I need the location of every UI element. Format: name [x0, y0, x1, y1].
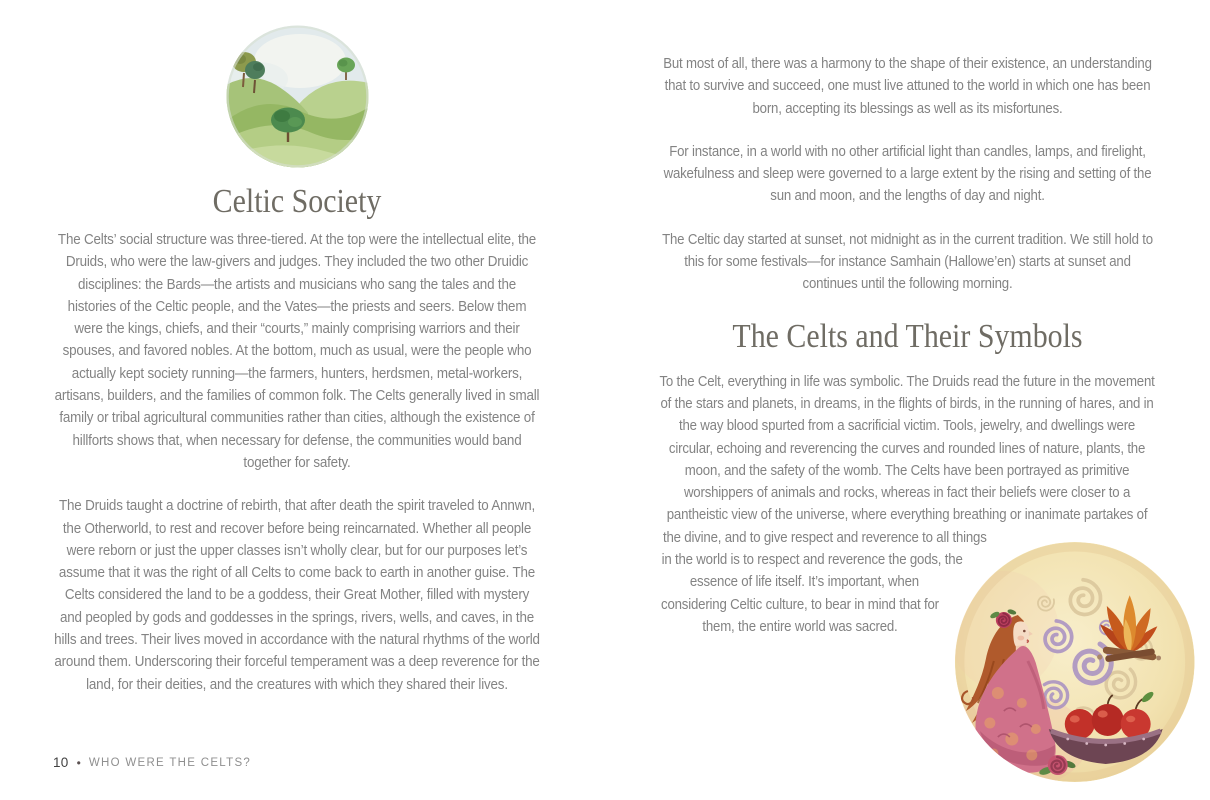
- right-paragraph-3: The Celtic day started at sunset, not midnight as in the current tradition. We still hold to this for some festivals—for instance Samhain (Hallowe’en) starts at sunset and continues until the following morning.: [662, 231, 1153, 293]
- goddess-fire-apples-illustration: [954, 541, 1196, 783]
- goddess-illustration-svg: [954, 541, 1196, 783]
- left-paragraph-2: The Druids taught a doctrine of rebirth, that after death the spirit traveled to Annwn, the Otherworld, to rest and recover before being reincarnated. Whether all people were reborn or just the upper classes isn’t wholly clear, but for our purposes let’s assume that it was the right of all Celts to come back to earth in another guise. The Celts considered the land to be a goddess, their Great Mother, filled with mystery and peopled by gods and goddesses in the springs, rivers, wells, and caves, in the hills and trees. Their lives moved in accordance with the natural rhythms of the world around them. Underscoring their forceful temperament was a deep reverence for the land, for their deities, and the creatures with which they shared their lives.: [54, 498, 540, 693]
- section-title-celtic-society: Celtic Society: [212, 183, 382, 220]
- right-paragraph-wrapped: To the Celt, everything in life was symbolic. The Druids read the future in the movement of the stars and planets, in dreams, in the flights of birds, in the running of hares, and in the way blood spurted from a sacrificial victim. Tools, jewelry, and dwellings were circular, echoing and reverencing the curves and rounded lines of nature, plants, the moon, and the safety of the womb. The Celts have been portrayed as primitive worshippers of animals and rocks, whereas in fact their beliefs were closer to a pantheistic view of the universe, where everything breathing or inanimate partakes of the divine, and to give respect and reverence to all things in the world is to respect and reverence the gods, the essence of life itself. It’s important, when considering Celtic culture, to bear in mind that for them, the entire world was sacred.: [659, 373, 1155, 635]
- running-chapter-title: WHO WERE THE CELTS?: [88, 756, 252, 769]
- page-footer: [53, 755, 251, 770]
- section-title-celts-symbols: The Celts and Their Symbols: [732, 317, 1083, 355]
- float-spacer: [1157, 371, 1158, 541]
- page-number: 10: [53, 755, 69, 770]
- left-page: [31, 0, 563, 800]
- right-page: [635, 0, 1180, 800]
- symbols-paragraph-container: [657, 371, 1158, 639]
- hills-landscape-svg: [226, 25, 369, 168]
- footer-bullet-icon: •: [76, 755, 81, 770]
- left-paragraph-1: The Celts’ social structure was three-tiered. At the top were the intellectual elite, the Druids, who were the law-givers and judges. They included the two other Druidic disciplines: the Bards—the artists and musicians who sang the tales and the histories of the Celtic people, and the Vates—the priests and seers. Below them were the kings, chiefs, and their “courts,” mainly comprising warriors and their spouses, and favored nobles. At the bottom, much as usual, were the people who actually kept society running—the farmers, hunters, herdsmen, metal-workers, artisans, builders, and the families of common folk. The Celts generally lived in small family or tribal agricultural communities rather than cities, although the existence of hillforts shows that, when necessary for defense, the communities would band together for safety.: [54, 232, 540, 471]
- right-paragraph-2: For instance, in a world with no other artificial light than candles, lamps, and firelight, wakefulness and sleep were governed to a large extent by the rising and setting of the sun and moon, and the lengths of day and night.: [663, 143, 1152, 205]
- hills-landscape-illustration: [226, 25, 369, 168]
- right-paragraph-1: But most of all, there was a harmony to the shape of their existence, an understanding that to survive and succeed, one must live attuned to the world in which one has been born, accepting its blessings as well as its misfortunes.: [663, 56, 1152, 117]
